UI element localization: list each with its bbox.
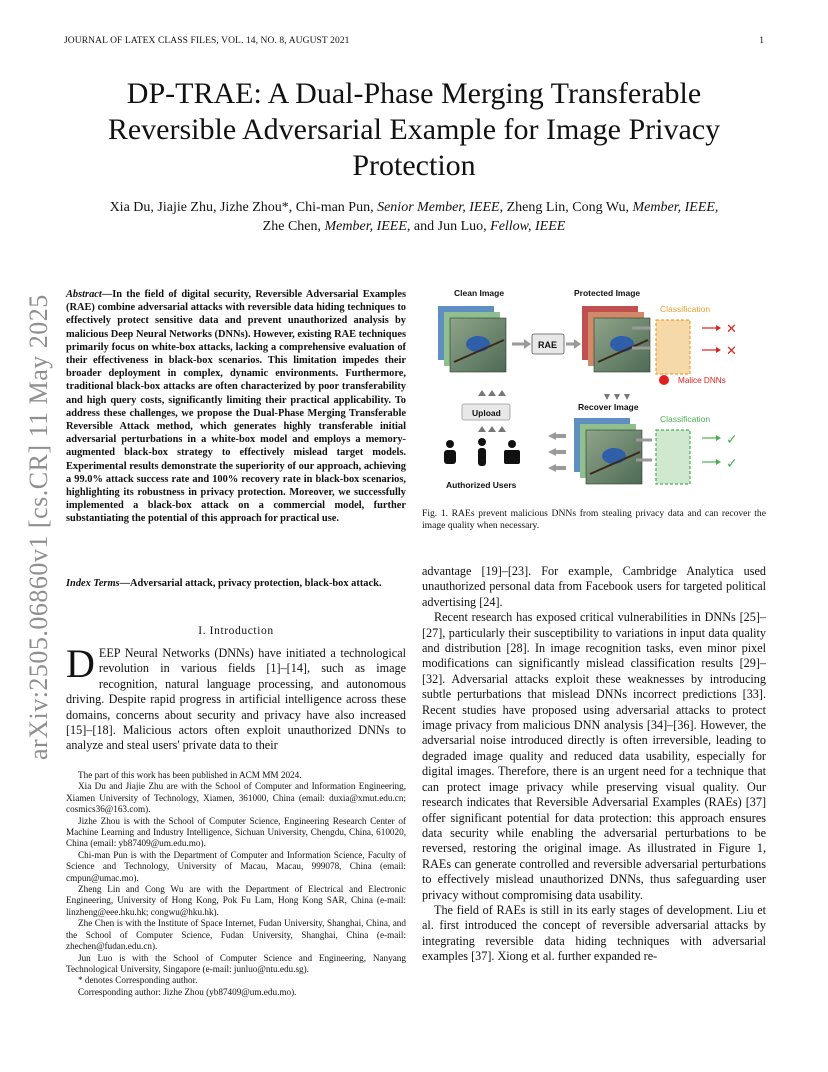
index-terms [66,577,406,590]
label-classification-bottom: Classification [660,414,711,424]
label-malice-dnns: Malice DNNs [678,376,726,385]
recover-flow-arrows [548,432,566,472]
author-grade: Member, IEEE, [632,200,719,215]
footnote: Corresponding author: Jizhe Zhou (yb87409@um.edu.mo). [78,986,297,997]
abstract-lead: Abstract [66,289,102,300]
footnote: The part of this work has been published in ACM MM 2024. [78,770,302,780]
footnote: Zhe Chen is with the Institute of Space Internet, Fudan University, Shanghai, China, and the School of Computer Science, Fudan University, Shanghai, China (e-mail: zhechen@fudan.edu.cn). [66,918,406,952]
author-grade: Fellow, IEEE [490,219,566,234]
upload-arrows-top [478,390,506,396]
intro-paragraph [66,641,406,754]
label-clean-image: Clean Image [454,288,505,298]
author-list [60,198,768,236]
intro-text: EEP Neural Networks (DNNs) have initiated a technological revolution in various fields [1]–[14], such as image recognition, natural language processing, and autonomous driving. Despite rapid progress in artificial intelligence across these domains, concerns about security and privacy have also increased [15]–[18]. Malicious actors often exploit unauthorized DNNs to analyze and steal users' private data to their [66,646,406,753]
authors-text: , and Jun Luo, [406,219,491,234]
footnote: Jun Luo is with the School of Computer Science and Engineering, Nanyang Technological University, Singapore (e-mail: junluo@ntu.edu.sg). [66,952,406,974]
check-mark-icon: ✓ [726,455,738,471]
running-header: JOURNAL OF LATEX CLASS FILES, VOL. 14, NO. 8, AUGUST 2021 [64,36,350,46]
right-column-text [422,564,766,965]
classifier-layers-bottom [656,430,690,484]
protected-image-stack [582,306,650,372]
section-heading: I. Introduction [198,625,274,637]
page-number: 1 [759,36,764,46]
index-terms-text: —Adversarial attack, privacy protection, black-box attack. [119,578,382,589]
check-mark-icon: ✓ [726,431,738,447]
authors-text: , Zheng Lin, Cong Wu, [499,200,633,215]
drop-cap: D [66,641,95,686]
abstract-text: —In the field of digital security, Reversible Adversarial Examples (RAE) combine adversarial attacks with reversible data hiding techniques to effectively protect sensitive data and prevent unauthorized analysis by malicious Deep Neural Networks (DNNs). However, existing RAE techniques primarily focus on white-box attacks, lacking a comprehensive evaluation of their effectiveness in black-box scenarios. This limitation impedes their broader deployment in complex, dynamic environments. Furthermore, traditional black-box attacks are often characterized by poor transferability and high query costs, significantly limiting their practical applicability. To address these challenges, we propose the Dual-Phase Merging Transferable Reversible Attack method, which generates highly transferable initial adversarial perturbations in a white-box model and employs a memory-augmented black-box strategy to effectively mislead target models. Experimental results demonstrate the superiority of our approach, achieving a 99.0% attack success rate and 100% recovery rate in black-box scenarios, highlighting its robustness in privacy protection. Moreover, we successfully implemented a black-box attack on a commercial model, further substantiating the potential of this approach for practical use. [66,289,406,525]
paragraph: advantage [19]–[23]. For example, Cambridge Analytica used unauthorized personal data from Facebook users for targeted political advertising [24]. [422,564,766,609]
figure-1 [432,282,768,496]
footnote: Jizhe Zhou is with the School of Computer Science, Engineering Research Center of Machine Learning and Industry Intelligence, Sichuan University, Chengdu, China, 610020, China (email: yb87409@um.edu.mo). [66,815,406,849]
x-mark-icon: ✕ [726,321,737,336]
clean-image-stack [438,306,506,372]
footnote: Xia Du and Jiajie Zhu are with the School of Computer and Information Engineering, Xiamen University of Technology, Xiamen, 361000, China (email: duxia@xmut.edu.cn; cosmics36@163.com). [66,781,406,815]
index-terms-lead: Index Terms [66,578,120,589]
devil-icon [659,375,669,385]
footnote: Zheng Lin and Cong Wu are with the Department of Electrical and Electronic Engineering, University of Hong Kong, Pok Fu Lam, Hong Kong SAR, China (e-mail: linzheng@eee.hku.hk; congwu@hku.hk). [66,884,406,917]
label-classification-top: Classification [660,304,711,314]
paragraph: Recent research has exposed critical vulnerabilities in DNNs [25]–[27], particularly their susceptibility to variations in input data quality and distribution [28]. In image recognition tasks, even minor pixel modifications can significantly mislead classification results [29]–[32]. Adversarial attacks exploit these weaknesses by introducing subtle perturbations that mislead DNNs incorrect predictions [33]. Recent studies have proposed using adversarial attacks to protect image privacy from malicious DNN analysis [34]–[36]. However, the adversarial noise introduced directly is often irreversible, leading to degraded image quality and reduced data usability, especially for digital images. Therefore, there is an urgent need for a technique that can protect image privacy while preserving visual quality. Our research indicates that Reversible Adversarial Examples (RAEs) [37] offer significant potential for data protection: this approach ensures data security while enabling the adversarial perturbations to be reversed, restoring the original image. As illustrated in Figure 1, RAEs can generate controlled and reversible adversarial perturbations to effectively mislead unauthorized DNNs, thus safeguarding user privacy without compromising data usability. [422,610,766,902]
recover-arrows [604,394,630,400]
footnote: * denotes Corresponding author. [78,975,198,986]
arxiv-stamp: arXiv:2505.06860v1 [cs.CR] 11 May 2025 [24,294,53,760]
classifier-layers-top [656,320,690,374]
footnote: Chi-man Pun is with the Department of Computer and Information Science, Faculty of Science and Technology, University of Macau, Macau, 999078, China (email: cmpun@umac.mo). [66,849,406,883]
label-recover-image: Recover Image [578,402,639,412]
recovered-image-stack [574,418,642,484]
footnotes [66,770,406,998]
abstract [66,288,406,526]
upload-arrows-bottom [478,426,506,432]
users-icons [444,438,520,466]
x-mark-icon: ✕ [726,343,737,358]
author-grade: Member, IEEE [324,219,407,234]
label-upload: Upload [472,408,501,418]
paragraph: The field of RAEs is still in its early stages of development. Liu et al. first introduced the concept of reversible adversarial attacks by integrating reversible data hiding techniques with adversarial examples [37]. Xiong et al. further expanded re- [422,902,766,964]
label-protected-image: Protected Image [574,288,641,298]
label-rae: RAE [538,340,558,350]
label-authorized-users: Authorized Users [446,480,517,490]
authors-text: Xia Du, Jiajie Zhu, Jizhe Zhou*, Chi-man Pun, [109,200,378,215]
figure-caption: Fig. 1. RAEs prevent malicious DNNs from stealing privacy data and can recover the image quality when necessary. [422,508,766,531]
authors-text: Zhe Chen, [262,219,325,234]
paper-title: DP-TRAE: A Dual-Phase Merging Transferable Reversible Adversarial Example for Image Privacy Protection [107,77,721,182]
author-grade: Senior Member, IEEE [377,200,500,215]
